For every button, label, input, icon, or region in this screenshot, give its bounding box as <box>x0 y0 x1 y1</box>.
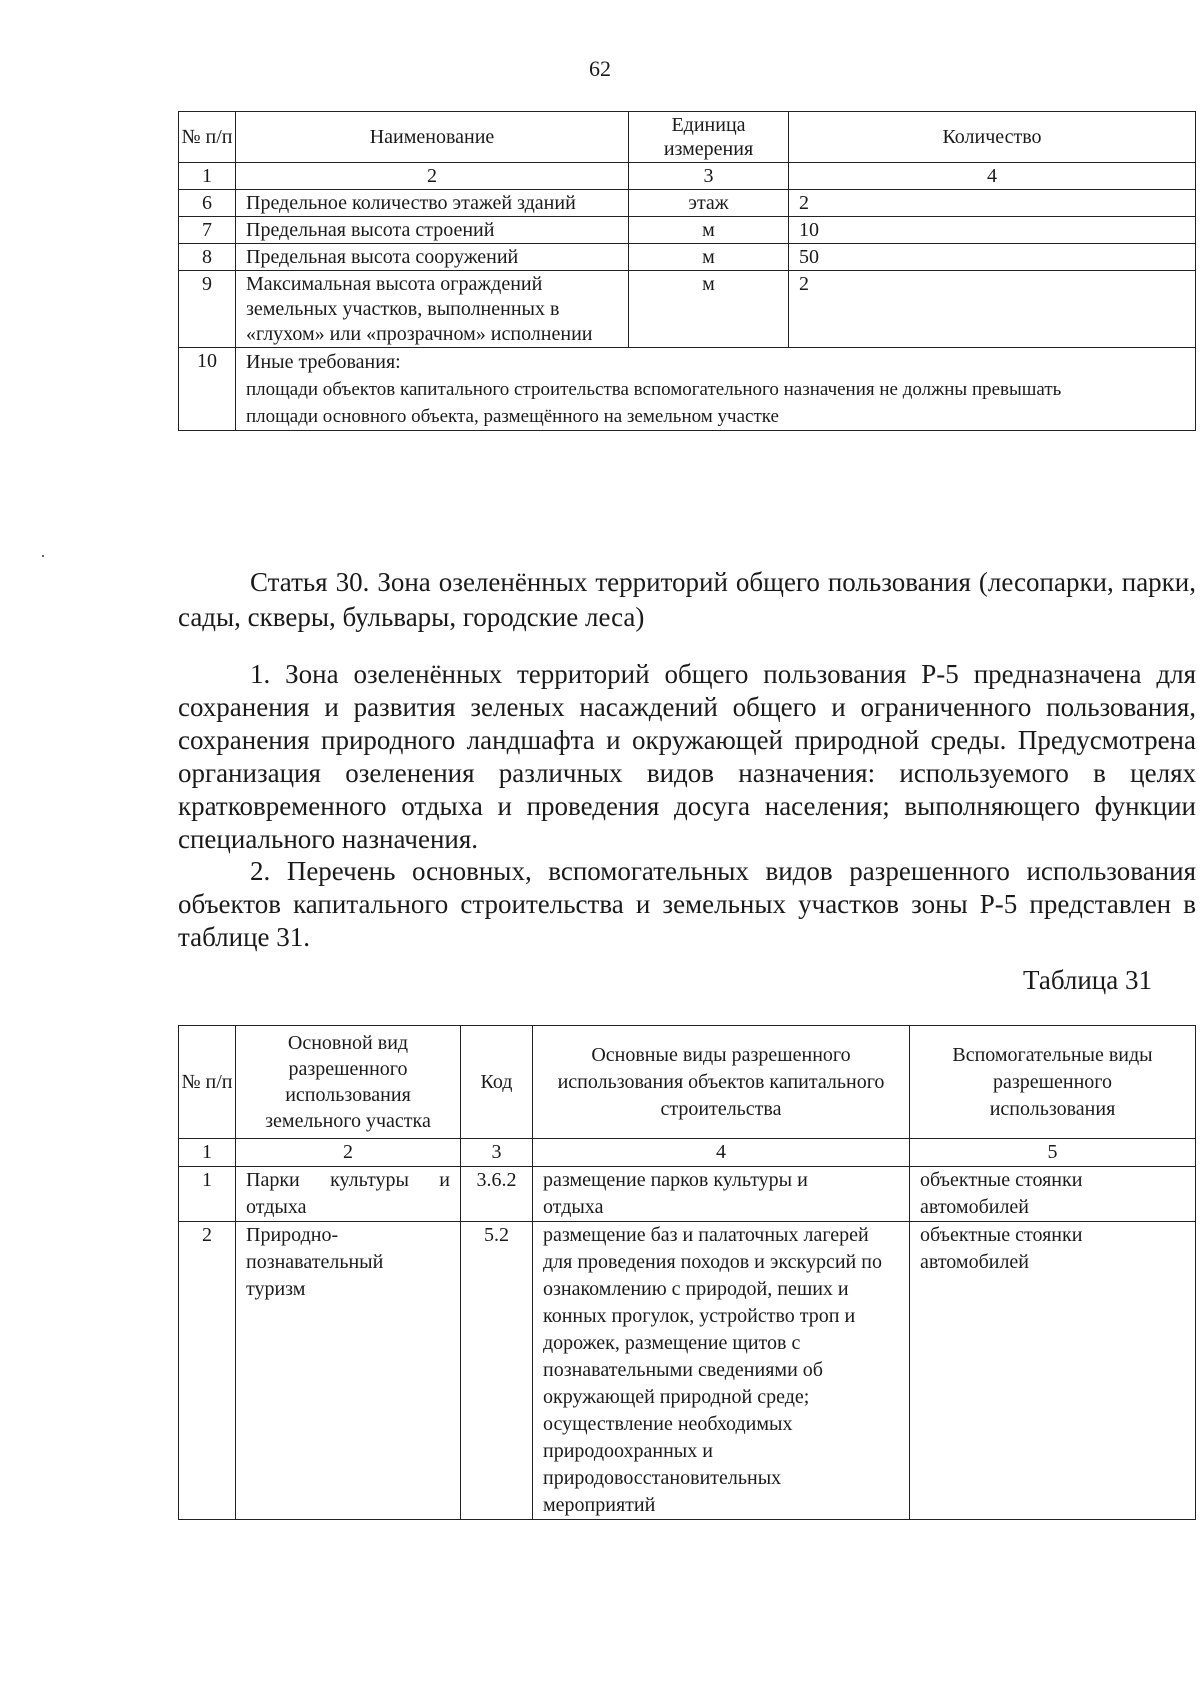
header-aux: Вспомогательные виды разрешенного использования <box>910 1026 1196 1139</box>
row-name: Предельное количество этажей зданий <box>236 190 629 217</box>
header-main-kind: Основной вид разрешенного использования земельного участка <box>236 1026 461 1139</box>
table-row <box>179 217 1196 244</box>
row-quantity: 2 <box>789 271 1196 348</box>
table-row <box>179 244 1196 271</box>
header-number-label: № п/п <box>181 1070 233 1093</box>
row-unit: м <box>629 244 789 271</box>
row-number: 9 <box>179 271 236 348</box>
row-aux: объектные стоянки автомобилей <box>910 1222 1196 1520</box>
row-number: 8 <box>179 244 236 271</box>
row-code: 3.6.2 <box>461 1167 533 1222</box>
row-quantity: 10 <box>789 217 1196 244</box>
scan-mark <box>42 555 44 557</box>
paragraph-1: 1. Зона озеленённых территорий общего пользования Р-5 предназначена для сохранения и развития зеленых насаждений общего и ограниченного пользования, сохранения природного ландшафта и окружающей природной среды. Предусмотрена организация озеленения различных видов назначения: используемого в целях кратковременного отдыха и проведения досуга населения; выполняющего функции специального назначения. <box>178 659 1196 854</box>
index-cell: 4 <box>533 1139 910 1167</box>
index-cell: 2 <box>236 163 629 190</box>
header-number <box>179 112 236 163</box>
row-number: 7 <box>179 217 236 244</box>
index-cell: 1 <box>179 1139 236 1167</box>
parameters-table <box>178 111 1196 431</box>
row-number: 1 <box>179 1167 236 1222</box>
row-aux: объектные стоянки автомобилей <box>910 1167 1196 1222</box>
index-cell: 2 <box>236 1139 461 1167</box>
table-header-row <box>179 1026 1196 1139</box>
row-unit: этаж <box>629 190 789 217</box>
table-row <box>179 271 1196 348</box>
other-requirements-text: площади объектов капитального строительства вспомогательного назначения не должны превышать площади основного объекта, размещённого на земельном участке <box>246 379 1062 427</box>
paragraph-2: 2. Перечень основных, вспомогательных видов разрешенного использования объектов капитального строительства и земельных участков зоны Р-5 представлен в таблице 31. <box>178 856 1196 952</box>
row-name: Предельная высота сооружений <box>236 244 629 271</box>
row-unit: м <box>629 217 789 244</box>
table-row <box>179 1222 1196 1520</box>
table-row-other-requirements <box>179 348 1196 431</box>
row-number: 6 <box>179 190 236 217</box>
page-number: 62 <box>589 56 611 81</box>
header-number-label: № п/п <box>181 126 233 148</box>
row-main-kind: Парки культуры и отдыха <box>236 1167 461 1222</box>
table-row <box>179 1167 1196 1222</box>
other-requirements-cell <box>236 348 1196 431</box>
index-cell: 3 <box>629 163 789 190</box>
row-unit: м <box>629 271 789 348</box>
index-cell: 1 <box>179 163 236 190</box>
row-number: 10 <box>179 348 236 431</box>
table-row <box>179 190 1196 217</box>
row-name: Максимальная высота ограждений земельных участков, выполненных в «глухом» или «прозрачном» исполнении <box>236 271 629 348</box>
table-caption: Таблица 31 <box>1023 965 1152 995</box>
header-number <box>179 1026 236 1139</box>
header-name: Наименование <box>236 112 629 163</box>
row-quantity: 2 <box>789 190 1196 217</box>
table-index-row <box>179 163 1196 190</box>
header-unit: Единица измерения <box>629 112 789 163</box>
row-code: 5.2 <box>461 1222 533 1520</box>
index-cell: 3 <box>461 1139 533 1167</box>
header-quantity: Количество <box>789 112 1196 163</box>
header-code: Код <box>461 1026 533 1139</box>
row-main-kind: Природно-познавательный туризм <box>236 1222 461 1520</box>
article-title: Статья 30. Зона озеленённых территорий общего пользования (лесопарки, парки, сады, скверы, бульвары, городские леса) <box>178 567 1196 632</box>
index-cell: 4 <box>789 163 1196 190</box>
table-31 <box>178 1025 1196 1520</box>
row-name: Предельная высота строений <box>236 217 629 244</box>
header-main-objects: Основные виды разрешенного использования объектов капитального строительства <box>533 1026 910 1139</box>
table-header-row <box>179 112 1196 163</box>
row-number: 2 <box>179 1222 236 1520</box>
row-main-objects: размещение баз и палаточных лагерей для проведения походов и экскурсий по ознакомлению с природой, пеших и конных прогулок, устройство троп и дорожек, размещение щитов с познавательными сведениями об окружающей природной среде; осуществление необходимых природоохранных и природовосстановительных мероприятий <box>533 1222 910 1520</box>
row-quantity: 50 <box>789 244 1196 271</box>
index-cell: 5 <box>910 1139 1196 1167</box>
other-requirements-title: Иные требования: <box>246 351 401 373</box>
row-main-objects: размещение парков культуры и отдыха <box>533 1167 910 1222</box>
table-index-row <box>179 1139 1196 1167</box>
